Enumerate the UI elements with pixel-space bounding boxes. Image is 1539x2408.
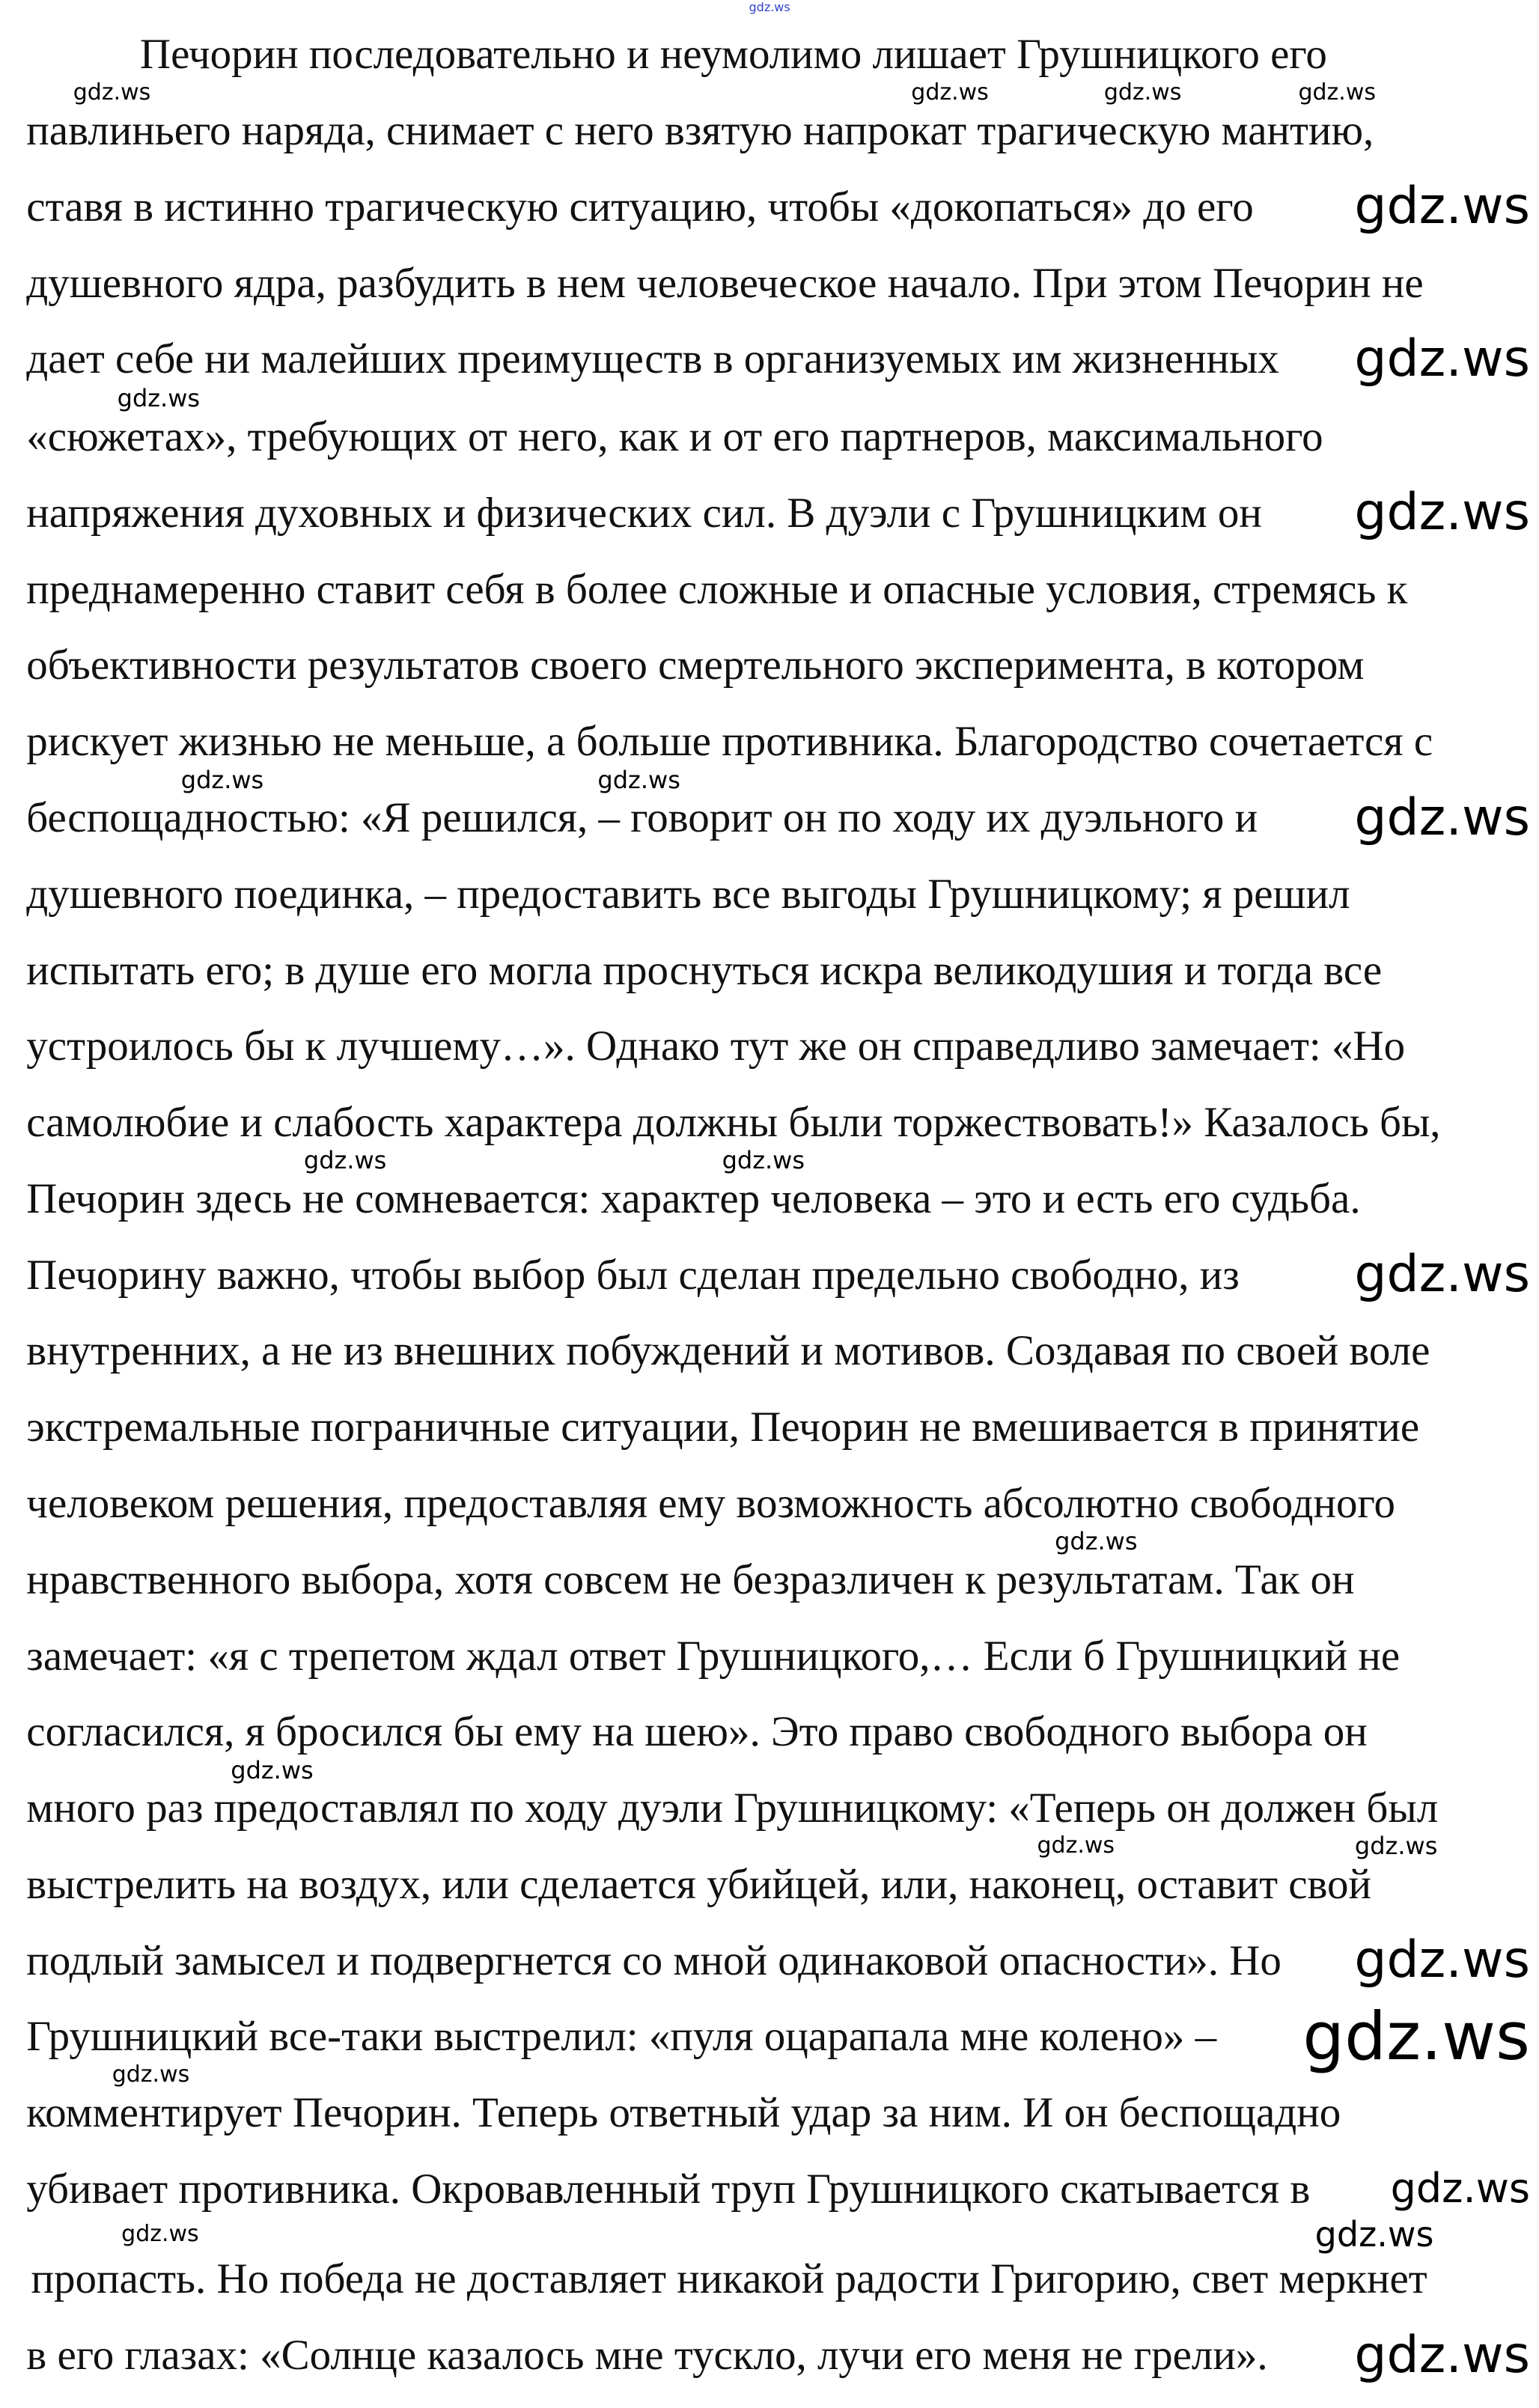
text-line: павлиньего наряда, снимает с него взятую напрокат трагическую мантию,	[26, 106, 1374, 154]
watermark: gdz.ws	[1354, 1245, 1530, 1305]
text-line: выстрелить на воздух, или сделается убийцей, или, наконец, оставит свой	[26, 1860, 1372, 1908]
watermark: gdz.ws	[1314, 2213, 1434, 2255]
watermark: gdz.ws	[1354, 483, 1530, 543]
watermark: gdz.ws	[722, 1146, 805, 1175]
text-line: рискует жизнью не меньше, а больше противника. Благородство сочетается с	[26, 718, 1433, 766]
text-line: Печорину важно, чтобы выбор был сделан предельно свободно, из	[26, 1251, 1240, 1299]
watermark: gdz.ws	[1055, 1527, 1138, 1556]
text-line: человеком решения, предоставляя ему возможность абсолютно свободного	[26, 1479, 1396, 1527]
watermark: gdz.ws	[1037, 1832, 1115, 1859]
text-line: Грушницкий все-таки выстрелил: «пуля оцарапала мне колено» –	[26, 2013, 1217, 2061]
text-line: напряжения духовных и физических сил. В дуэли с Грушницким он	[26, 489, 1262, 537]
watermark: gdz.ws	[1298, 79, 1376, 106]
text-line: ставя в истинно трагическую ситуацию, чтобы «докопаться» до его	[26, 183, 1254, 231]
text-line: дает себе ни малейших преимуществ в организуемых им жизненных	[26, 335, 1279, 383]
text-line: много раз предоставлял по ходу дуэли Грушницкому: «Теперь он должен был	[26, 1784, 1439, 1832]
text-line: внутренних, а не из внешних побуждений и мотивов. Создавая по своей воле	[26, 1327, 1430, 1375]
watermark: gdz.ws	[1354, 2325, 1530, 2385]
text-line: преднамеренно ставит себя в более сложные и опасные условия, стремясь к	[26, 565, 1408, 613]
watermark: gdz.ws	[1354, 177, 1530, 237]
text-line: замечает: «я с трепетом ждал ответ Грушницкого,… Если б Грушницкий не	[26, 1632, 1401, 1680]
watermark: gdz.ws	[1354, 329, 1530, 388]
watermark: gdz.ws	[911, 79, 989, 106]
text-line: пропасть. Но победа не доставляет никакой радости Григорию, свет меркнет	[31, 2255, 1427, 2303]
text-line: убивает противника. Окровавленный труп Грушницкого скатывается в	[26, 2165, 1311, 2213]
watermark: gdz.ws	[231, 1755, 314, 1784]
text-line: объективности результатов своего смертельного эксперимента, в котором	[26, 641, 1365, 689]
text-line: устроилось бы к лучшему…». Однако тут же он справедливо замечает: «Но	[26, 1022, 1406, 1070]
text-line: согласился, я бросился бы ему на шею». Это право свободного выбора он	[26, 1708, 1368, 1756]
watermark: gdz.ws	[117, 383, 201, 412]
watermark: gdz.ws	[1354, 787, 1530, 847]
text-line: «сюжетах», требующих от него, как и от его партнеров, максимального	[26, 413, 1323, 461]
watermark: gdz.ws	[73, 79, 151, 106]
watermark: gdz.ws	[1103, 79, 1182, 106]
watermark: gdz.ws	[1390, 2165, 1530, 2213]
watermark: gdz.ws	[597, 765, 680, 794]
text-line: беспощадностью: «Я решился, – говорит он по ходу их дуэльного и	[26, 794, 1258, 841]
text-line: самолюбие и слабость характера должны были торжествовать!» Казалось бы,	[26, 1099, 1441, 1147]
watermark: gdz.ws	[1354, 1832, 1438, 1861]
watermark: gdz.ws	[180, 765, 264, 794]
watermark: gdz.ws	[112, 2061, 190, 2088]
text-line: душевного поединка, – предоставить все выгоды Грушницкому; я решил	[26, 870, 1350, 918]
watermark: gdz.ws	[303, 1146, 387, 1175]
text-line: испытать его; в душе его могла проснуться искра великодушия и тогда все	[26, 946, 1383, 994]
text-line: экстремальные пограничные ситуации, Печорин не вмешивается в принятие	[26, 1403, 1420, 1451]
text-line: комментирует Печорин. Теперь ответный удар за ним. И он беспощадно	[26, 2089, 1341, 2137]
text-line: нравственного выбора, хотя совсем не безразличен к результатам. Так он	[26, 1555, 1355, 1603]
text-line: в его глазах: «Солнце казалось мне тускло, лучи его меня не грели».	[26, 2332, 1268, 2380]
text-line: Печорин последовательно и неумолимо лишает Грушницкого его	[139, 31, 1327, 79]
watermark: gdz.ws	[1354, 1930, 1530, 1990]
watermark: gdz.ws	[121, 2220, 199, 2247]
watermark: gdz.ws	[749, 0, 790, 14]
text-line: Печорин здесь не сомневается: характер человека – это и есть его судьба.	[26, 1174, 1361, 1222]
text-line: подлый замысел и подвергнется со мной одинаковой опасности». Но	[26, 1936, 1282, 1984]
text-line: душевного ядра, разбудить в нем человеческое начало. При этом Печорин не	[26, 259, 1424, 307]
watermark: gdz.ws	[1302, 1997, 1530, 2075]
